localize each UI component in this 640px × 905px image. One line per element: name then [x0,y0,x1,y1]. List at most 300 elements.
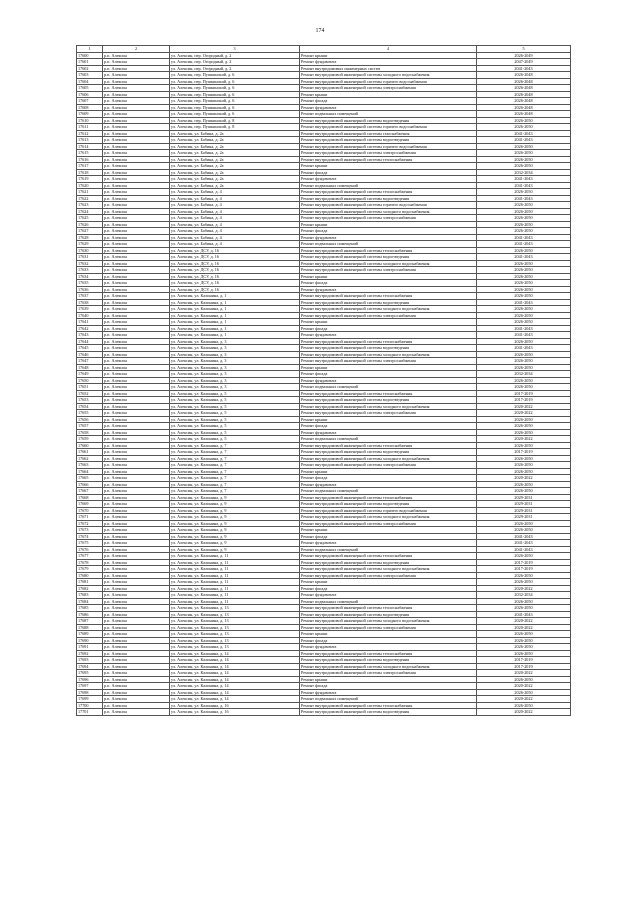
locality-cell: р.п. Алексин [103,592,170,599]
work-type-cell: Ремонт фасада [300,683,477,690]
period-cell: 2026-2050 [477,163,571,170]
work-type-cell: Ремонт внутридомовой инженерной системы водоотведения [300,657,477,664]
period-cell: 2026-2050 [477,293,571,300]
row-number-cell: 17609 [77,111,103,118]
address-cell: ул. Алексин, ул. Калинина, д. 13 [170,644,300,651]
locality-cell: р.п. Алексин [103,189,170,196]
row-number-cell: 17656 [77,416,103,423]
period-cell: 2041-2043 [477,540,571,547]
row-number-cell: 17691 [77,644,103,651]
period-cell: 2026-2050 [477,520,571,527]
row-number-cell: 17658 [77,429,103,436]
period-cell: 2026-2048 [477,91,571,98]
period-cell: 2020-2022 [477,410,571,417]
period-cell: 2017-2019 [477,397,571,404]
address-cell: ул. Алексин, пер. Пушкинский, д. 6 [170,85,300,92]
locality-cell: р.п. Алексин [103,657,170,664]
row-number-cell: 17614 [77,143,103,150]
work-type-cell: Ремонт внутридомовой инженерной системы теплоснабжения [300,494,477,501]
row-number-cell: 17678 [77,559,103,566]
work-type-cell: Ремонт крыши [300,273,477,280]
period-cell: 2026-2050 [477,306,571,313]
work-type-cell: Ремонт крыши [300,163,477,170]
period-cell: 2026-2050 [477,377,571,384]
period-cell: 2026-2050 [477,637,571,644]
column-header: 4 [300,46,477,53]
work-type-cell: Ремонт подвальных помещений [300,488,477,495]
row-number-cell: 17662 [77,455,103,462]
row-number-cell: 17611 [77,124,103,131]
row-number-cell: 17677 [77,553,103,560]
work-type-cell: Ремонт подвальных помещений [300,182,477,189]
locality-cell: р.п. Алексин [103,195,170,202]
period-cell: 2026-2050 [477,312,571,319]
address-cell: ул. Алексин, ул. Калинина, д. 5 [170,397,300,404]
period-cell: 2026-2050 [477,156,571,163]
locality-cell: р.п. Алексин [103,429,170,436]
address-cell: ул. Алексин, ул. Калинина, д. 11 [170,553,300,560]
address-cell: ул. Алексин, ул. Калинина, д. 5 [170,429,300,436]
locality-cell: р.п. Алексин [103,111,170,118]
work-type-cell: Ремонт внутридомовой инженерной системы холодного водоснабжения [300,72,477,79]
locality-cell: р.п. Алексин [103,143,170,150]
locality-cell: р.п. Алексин [103,137,170,144]
work-type-cell: Ремонт внутридомовой инженерной системы холодного водоснабжения [300,403,477,410]
address-cell: ул. Алексин, пер. Пушкинский, д. 6 [170,104,300,111]
locality-cell: р.п. Алексин [103,624,170,631]
locality-cell: р.п. Алексин [103,579,170,586]
row-number-cell: 17605 [77,85,103,92]
locality-cell: р.п. Алексин [103,442,170,449]
period-cell: 2026-2050 [477,384,571,391]
locality-cell: р.п. Алексин [103,241,170,248]
locality-cell: р.п. Алексин [103,306,170,313]
address-cell: ул. Алексин, ул. Калинина, д. 7 [170,468,300,475]
row-number-cell: 17668 [77,494,103,501]
locality-cell: р.п. Алексин [103,124,170,131]
address-cell: ул. Алексин, ул. Калинина, д. 9 [170,540,300,547]
address-cell: ул. Алексин, ул. Бабина, д. 4 [170,202,300,209]
row-number-cell: 17649 [77,371,103,378]
work-type-cell: Ремонт внутридомовой инженерной системы теплоснабжения [300,156,477,163]
locality-cell: р.п. Алексин [103,299,170,306]
work-type-cell: Ремонт крыши [300,364,477,371]
work-type-cell: Ремонт фасада [300,228,477,235]
row-number-cell: 17631 [77,254,103,261]
period-cell: 2020-2022 [477,585,571,592]
address-cell: ул. Алексин, ул. Калинина, д. 14 [170,676,300,683]
address-cell: ул. Алексин, ул. Бабина, д. 4 [170,241,300,248]
address-cell: ул. Алексин, пер. Огородный, д. 2 [170,65,300,72]
work-type-cell: Ремонт фундамента [300,234,477,241]
period-cell: 2041-2043 [477,299,571,306]
column-header: 3 [170,46,300,53]
address-cell: ул. Алексин, ул. Калинина, д. 1 [170,293,300,300]
address-cell: ул. Алексин, ул. Калинина, д. 9 [170,494,300,501]
address-cell: ул. Алексин, ул. Калинина, д. 13 [170,618,300,625]
row-number-cell: 17671 [77,514,103,521]
address-cell: ул. Алексин, ул. Калинина, д. 16 [170,702,300,709]
period-cell: 2032-2034 [477,592,571,599]
row-number-cell: 17622 [77,195,103,202]
row-number-cell: 17667 [77,488,103,495]
work-type-cell: Ремонт внутридомовой инженерной системы горячего водоснабжения [300,124,477,131]
period-cell: 2026-2050 [477,468,571,475]
address-cell: ул. Алексин, ул. Калинина, д. 1 [170,319,300,326]
period-cell: 2026-2050 [477,202,571,209]
address-cell: ул. Алексин, ул. Калинина, д. 1 [170,332,300,339]
address-cell: ул. Алексин, ул. Калинина, д. 16 [170,709,300,716]
row-number-cell: 17676 [77,546,103,553]
work-type-cell: Ремонт внутридомовой инженерной системы водоотведения [300,254,477,261]
address-cell: ул. Алексин, ул. Калинина, д. 7 [170,442,300,449]
address-cell: ул. Алексин, ул. ДСУ, д. 16 [170,267,300,274]
period-cell: 2020-2022 [477,624,571,631]
row-number-cell: 17687 [77,618,103,625]
period-cell: 2026-2050 [477,364,571,371]
address-cell: ул. Алексин, ул. ДСУ, д. 16 [170,247,300,254]
work-type-cell: Ремонт внутридомовой инженерной системы теплоснабжения [300,553,477,560]
row-number-cell: 17618 [77,169,103,176]
locality-cell: р.п. Алексин [103,663,170,670]
period-cell: 2020-2022 [477,436,571,443]
row-number-cell: 17665 [77,475,103,482]
work-type-cell: Ремонт подвальных помещений [300,436,477,443]
period-cell: 2026-2050 [477,423,571,430]
row-number-cell: 17669 [77,501,103,508]
address-cell: ул. Алексин, ул. Калинина, д. 3 [170,377,300,384]
locality-cell: р.п. Алексин [103,676,170,683]
locality-cell: р.п. Алексин [103,423,170,430]
period-cell: 2026-2050 [477,605,571,612]
row-number-cell: 17636 [77,286,103,293]
period-cell: 2026-2050 [477,527,571,534]
work-type-cell: Ремонт фасада [300,325,477,332]
address-cell: ул. Алексин, пер. Пушкинский, д. 8 [170,117,300,124]
row-number-cell: 17601 [77,59,103,66]
period-cell: 2026-2050 [477,650,571,657]
address-cell: ул. Алексин, ул. Калинина, д. 7 [170,449,300,456]
work-type-cell: Ремонт внутридомовой инженерной системы теплоснабжения [300,650,477,657]
row-number-cell: 17689 [77,631,103,638]
locality-cell: р.п. Алексин [103,553,170,560]
locality-cell: р.п. Алексин [103,631,170,638]
row-number-cell: 17693 [77,657,103,664]
row-number-cell: 17666 [77,481,103,488]
locality-cell: р.п. Алексин [103,98,170,105]
locality-cell: р.п. Алексин [103,611,170,618]
work-type-cell: Ремонт внутридомовой инженерной системы электроснабжения [300,462,477,469]
locality-cell: р.п. Алексин [103,598,170,605]
address-cell: ул. Алексин, ул. Калинина, д. 13 [170,637,300,644]
work-type-cell: Ремонт внутридомовой инженерной системы холодного водоснабжения [300,566,477,573]
period-cell: 2041-2043 [477,546,571,553]
period-cell: 2020-2022 [477,696,571,703]
locality-cell: р.п. Алексин [103,247,170,254]
period-cell: 2026-2050 [477,462,571,469]
work-type-cell: Ремонт внутридомовой инженерной системы холодного водоснабжения [300,455,477,462]
period-cell: 2020-2022 [477,709,571,716]
work-type-cell: Ремонт фасада [300,533,477,540]
address-cell: ул. Алексин, ул. ДСУ, д. 16 [170,260,300,267]
row-number-cell: 17640 [77,312,103,319]
period-cell: 2026-2050 [477,189,571,196]
period-cell: 2026-2050 [477,689,571,696]
row-number-cell: 17674 [77,533,103,540]
row-number-cell: 17620 [77,182,103,189]
row-number-cell: 17694 [77,663,103,670]
address-cell: ул. Алексин, ул. Калинина, д. 13 [170,611,300,618]
locality-cell: р.п. Алексин [103,689,170,696]
address-cell: ул. Алексин, ул. Калинина, д. 7 [170,455,300,462]
locality-cell: р.п. Алексин [103,377,170,384]
address-cell: ул. Алексин, ул. Калинина, д. 5 [170,403,300,410]
period-cell: 2047-2049 [477,59,571,66]
locality-cell: р.п. Алексин [103,436,170,443]
address-cell: ул. Алексин, ул. ДСУ, д. 16 [170,273,300,280]
locality-cell: р.п. Алексин [103,702,170,709]
locality-cell: р.п. Алексин [103,481,170,488]
period-cell: 2041-2043 [477,182,571,189]
row-number-cell: 17617 [77,163,103,170]
row-number-cell: 17648 [77,364,103,371]
period-cell: 2026-2050 [477,117,571,124]
locality-cell: р.п. Алексин [103,104,170,111]
locality-cell: р.п. Алексин [103,618,170,625]
work-type-cell: Ремонт внутридомовой инженерной системы электроснабжения [300,624,477,631]
work-type-cell: Ремонт внутридомовой инженерной системы горячего водоснабжения [300,507,477,514]
locality-cell: р.п. Алексин [103,260,170,267]
row-number-cell: 17600 [77,52,103,59]
period-cell: 2026-2050 [477,442,571,449]
work-type-cell: Ремонт фундамента [300,644,477,651]
row-number-cell: 17679 [77,566,103,573]
row-number-cell: 17672 [77,520,103,527]
work-type-cell: Ремонт подвальных помещений [300,384,477,391]
row-number-cell: 17603 [77,72,103,79]
period-cell: 2026-2050 [477,150,571,157]
address-cell: ул. Алексин, ул. Калинина, д. 13 [170,605,300,612]
address-cell: ул. Алексин, ул. Бабина, д. 2а [170,150,300,157]
address-cell: ул. Алексин, ул. Калинина, д. 9 [170,507,300,514]
address-cell: ул. Алексин, ул. Бабина, д. 4 [170,208,300,215]
locality-cell: р.п. Алексин [103,462,170,469]
period-cell: 2029-2031 [477,507,571,514]
period-cell: 2026-2050 [477,280,571,287]
address-cell: ул. Алексин, ул. Калинина, д. 1 [170,325,300,332]
period-cell: 2026-2050 [477,481,571,488]
row-number-cell: 17673 [77,527,103,534]
work-type-cell: Ремонт фасада [300,98,477,105]
work-type-cell: Ремонт крыши [300,91,477,98]
address-cell: ул. Алексин, ул. Калинина, д. 1 [170,312,300,319]
work-type-cell: Ремонт крыши [300,676,477,683]
period-cell: 2041-2043 [477,234,571,241]
address-cell: ул. Алексин, ул. Калинина, д. 11 [170,598,300,605]
row-number-cell: 17612 [77,130,103,137]
period-cell: 2026-2048 [477,104,571,111]
address-cell: ул. Алексин, ул. Калинина, д. 7 [170,488,300,495]
locality-cell: р.п. Алексин [103,371,170,378]
locality-cell: р.п. Алексин [103,319,170,326]
row-number-cell: 17661 [77,449,103,456]
work-type-cell: Ремонт внутридомовой инженерной системы теплоснабжения [300,390,477,397]
work-type-cell: Ремонт внутридомовой инженерной системы холодного водоснабжения [300,208,477,215]
locality-cell: р.п. Алексин [103,670,170,677]
row-number-cell: 17624 [77,208,103,215]
period-cell: 2026-2050 [477,260,571,267]
locality-cell: р.п. Алексин [103,566,170,573]
work-type-cell: Ремонт внутридомовой инженерной системы электроснабжения [300,215,477,222]
row-number-cell: 17629 [77,241,103,248]
work-type-cell: Ремонт крыши [300,631,477,638]
locality-cell: р.п. Алексин [103,254,170,261]
period-cell: 2041-2043 [477,195,571,202]
period-cell: 2026-2050 [477,247,571,254]
locality-cell: р.п. Алексин [103,65,170,72]
address-cell: ул. Алексин, ул. Калинина, д. 7 [170,481,300,488]
work-type-cell: Ремонт подвальных помещений [300,696,477,703]
column-header: 5 [477,46,571,53]
period-cell: 2026-2050 [477,228,571,235]
period-cell: 2026-2050 [477,455,571,462]
row-number-cell: 17619 [77,176,103,183]
locality-cell: р.п. Алексин [103,527,170,534]
address-cell: ул. Алексин, ул. Калинина, д. 14 [170,650,300,657]
work-type-cell: Ремонт внутридомовой инженерной системы холодного водоснабжения [300,306,477,313]
address-cell: ул. Алексин, ул. Калинина, д. 3 [170,358,300,365]
work-type-cell: Ремонт внутридомовой инженерной системы водоотведения [300,611,477,618]
work-type-cell: Ремонт внутридомовой инженерной системы горячего водоснабжения [300,78,477,85]
address-cell: ул. Алексин, ул. Калинина, д. 11 [170,559,300,566]
row-number-cell: 17604 [77,78,103,85]
locality-cell: р.п. Алексин [103,364,170,371]
period-cell: 2041-2043 [477,325,571,332]
period-cell: 2041-2043 [477,65,571,72]
locality-cell: р.п. Алексин [103,494,170,501]
work-type-cell: Ремонт фундамента [300,481,477,488]
locality-cell: р.п. Алексин [103,683,170,690]
locality-cell: р.п. Алексин [103,280,170,287]
locality-cell: р.п. Алексин [103,696,170,703]
work-type-cell: Ремонт внутридомовой инженерной системы электроснабжения [300,150,477,157]
locality-cell: р.п. Алексин [103,488,170,495]
period-cell: 2041-2043 [477,176,571,183]
address-cell: ул. Алексин, ул. Бабина, д. 2а [170,176,300,183]
address-cell: ул. Алексин, ул. Калинина, д. 9 [170,527,300,534]
row-number-cell: 17690 [77,637,103,644]
address-cell: ул. Алексин, ул. ДСУ, д. 16 [170,280,300,287]
locality-cell: р.п. Алексин [103,403,170,410]
address-cell: ул. Алексин, ул. Бабина, д. 2а [170,163,300,170]
work-type-cell: Ремонт фасада [300,475,477,482]
row-number-cell: 17628 [77,234,103,241]
work-type-cell: Ремонт внутридомовой инженерной системы теплоснабжения [300,442,477,449]
address-cell: ул. Алексин, ул. Бабина, д. 2а [170,169,300,176]
row-number-cell: 17606 [77,91,103,98]
row-number-cell: 17637 [77,293,103,300]
address-cell: ул. Алексин, ул. Калинина, д. 5 [170,423,300,430]
row-number-cell: 17692 [77,650,103,657]
address-cell: ул. Алексин, ул. Калинина, д. 14 [170,696,300,703]
address-cell: ул. Алексин, ул. Калинина, д. 3 [170,384,300,391]
work-type-cell: Ремонт внутридомовой инженерной системы холодного водоснабжения [300,351,477,358]
row-number-cell: 17701 [77,709,103,716]
locality-cell: р.п. Алексин [103,312,170,319]
period-cell: 2026-2048 [477,111,571,118]
address-cell: ул. Алексин, ул. Калинина, д. 14 [170,683,300,690]
row-number-cell: 17698 [77,689,103,696]
work-type-cell: Ремонт внутридомовой инженерной системы электроснабжения [300,670,477,677]
work-type-cell: Ремонт фасада [300,371,477,378]
address-cell: ул. Алексин, ул. Бабина, д. 4 [170,215,300,222]
period-cell: 2026-2048 [477,72,571,79]
address-cell: ул. Алексин, ул. Калинина, д. 9 [170,520,300,527]
period-cell: 2029-2031 [477,514,571,521]
period-cell: 2020-2022 [477,475,571,482]
period-cell: 2026-2050 [477,676,571,683]
address-cell: ул. Алексин, ул. Калинина, д. 1 [170,299,300,306]
work-type-cell: Ремонт крыши [300,579,477,586]
work-type-cell: Ремонт внутридомовой инженерной системы водоотведения [300,137,477,144]
row-number-cell: 17602 [77,65,103,72]
locality-cell: р.п. Алексин [103,150,170,157]
row-number-cell: 17633 [77,267,103,274]
work-type-cell: Ремонт внутридомовой инженерной системы холодного водоснабжения [300,618,477,625]
locality-cell: р.п. Алексин [103,358,170,365]
work-type-cell: Ремонт внутридомовой инженерной системы водоотведения [300,449,477,456]
work-type-cell: Ремонт подвальных помещений [300,546,477,553]
locality-cell: р.п. Алексин [103,202,170,209]
period-cell: 2029-2031 [477,494,571,501]
work-type-cell: Ремонт фундамента [300,592,477,599]
address-cell: ул. Алексин, ул. Калинина, д. 11 [170,579,300,586]
locality-cell: р.п. Алексин [103,345,170,352]
locality-cell: р.п. Алексин [103,156,170,163]
locality-cell: р.п. Алексин [103,85,170,92]
work-type-cell: Ремонт крыши [300,52,477,59]
work-type-cell: Ремонт внутридомовой инженерной системы теплоснабжения [300,605,477,612]
address-cell: ул. Алексин, ул. Бабина, д. 2а [170,156,300,163]
locality-cell: р.п. Алексин [103,449,170,456]
row-number-cell: 17616 [77,156,103,163]
work-type-cell: Ремонт внутридомовой инженерной системы водоотведения [300,709,477,716]
work-type-cell: Ремонт внутридомовой инженерной системы теплоснабжения [300,189,477,196]
locality-cell: р.п. Алексин [103,572,170,579]
address-cell: ул. Алексин, ул. Калинина, д. 3 [170,338,300,345]
work-type-cell: Ремонт внутридомовой инженерной системы теплоснабжения [300,247,477,254]
period-cell: 2026-2050 [477,267,571,274]
work-type-cell: Ремонт фундамента [300,377,477,384]
address-cell: ул. Алексин, ул. Калинина, д. 7 [170,475,300,482]
row-number-cell: 17684 [77,598,103,605]
locality-cell: р.п. Алексин [103,501,170,508]
address-cell: ул. Алексин, ул. Калинина, д. 14 [170,657,300,664]
row-number-cell: 17681 [77,579,103,586]
address-cell: ул. Алексин, ул. Калинина, д. 14 [170,689,300,696]
repair-schedule-table [76,45,571,716]
locality-cell: р.п. Алексин [103,397,170,404]
address-cell: ул. Алексин, ул. Бабина, д. 4 [170,189,300,196]
work-type-cell: Ремонт крыши [300,416,477,423]
row-number-cell: 17680 [77,572,103,579]
address-cell: ул. Алексин, ул. Калинина, д. 11 [170,572,300,579]
work-type-cell: Ремонт подвальных помещений [300,241,477,248]
work-type-cell: Ремонт фасада [300,637,477,644]
row-number-cell: 17654 [77,403,103,410]
row-number-cell: 17608 [77,104,103,111]
work-type-cell: Ремонт фасада [300,423,477,430]
